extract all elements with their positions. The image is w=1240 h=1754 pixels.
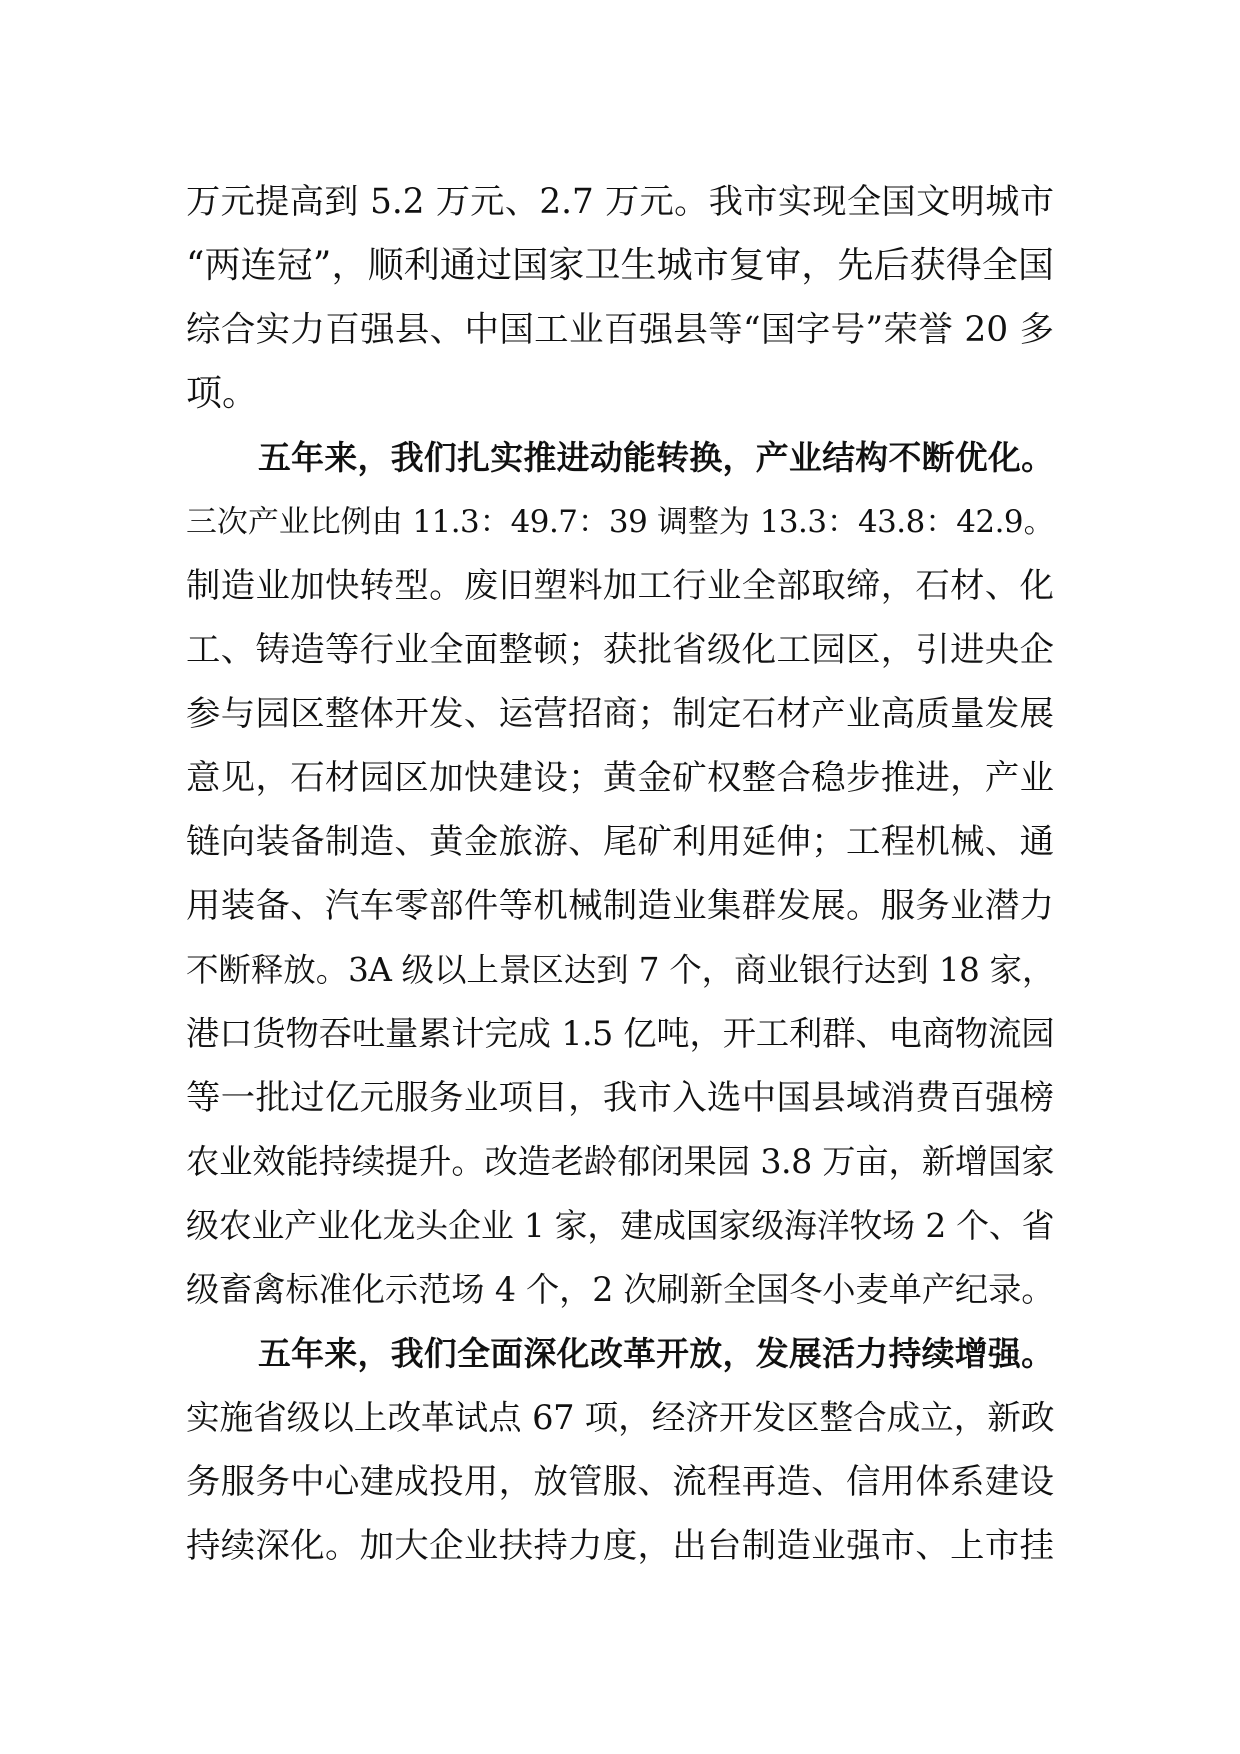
text-line-20: 实施省级以上改革试点 67 项，经济开发区整合成立，新政 [186, 1398, 1054, 1437]
body-text [186, 170, 1054, 1578]
text-line-17: 级农业产业化龙头企业 1 家，建成国家级海洋牧场 2 个、省 [186, 1206, 1054, 1245]
section-heading-industry: 五年来，我们扎实推进动能转换，产业结构不断优化。 [258, 439, 1054, 477]
text-line-15: 等一批过亿元服务业项目，我市入选中国县域消费百强榜 [186, 1078, 1054, 1118]
text-line-2: “两连冠”，顺利通过国家卫生城市复审，先后获得全国 [186, 245, 1054, 286]
text-line-6: 三次产业比例由 11.3：49.7：39 调整为 13.3：43.8：42.9。 [186, 504, 1054, 540]
text-line-13: 不断释放。3A 级以上景区达到 7 个，商业银行达到 18 家， [186, 951, 1054, 989]
text-line-10: 意见，石材园区加快建设；黄金矿权整合稳步推进，产业 [186, 758, 1054, 798]
section-heading-reform: 五年来，我们全面深化改革开放，发展活力持续增强。 [258, 1335, 1054, 1373]
text-line-18: 级畜禽标准化示范场 4 个，2 次刷新全国冬小麦单产纪录。 [186, 1270, 1054, 1309]
text-line-12: 用装备、汽车零部件等机械制造业集群发展。服务业潜力 [186, 886, 1054, 926]
text-line-16: 农业效能持续提升。改造老龄郁闭果园 3.8 万亩，新增国家 [186, 1142, 1054, 1181]
text-line-4: 项。 [186, 373, 259, 414]
text-line-9: 参与园区整体开发、运营招商；制定石材产业高质量发展 [186, 694, 1054, 734]
text-line-1: 万元提高到 5.2 万元、2.7 万元。我市实现全国文明城市 [186, 182, 1054, 222]
text-line-3: 综合实力百强县、中国工业百强县等“国字号”荣誉 20 多 [186, 310, 1054, 350]
text-line-14: 港口货物吞吐量累计完成 1.5 亿吨，开工利群、电商物流园 [186, 1014, 1054, 1053]
text-line-11: 链向装备制造、黄金旅游、尾矿利用延伸；工程机械、通 [186, 822, 1054, 862]
text-line-22: 持续深化。加大企业扶持力度，出台制造业强市、上市挂 [186, 1526, 1054, 1566]
text-line-7: 制造业加快转型。废旧塑料加工行业全部取缔，石材、化 [186, 566, 1054, 606]
text-line-8: 工、铸造等行业全面整顿；获批省级化工园区，引进央企 [186, 630, 1054, 670]
text-line-21: 务服务中心建成投用，放管服、流程再造、信用体系建设 [186, 1462, 1054, 1502]
